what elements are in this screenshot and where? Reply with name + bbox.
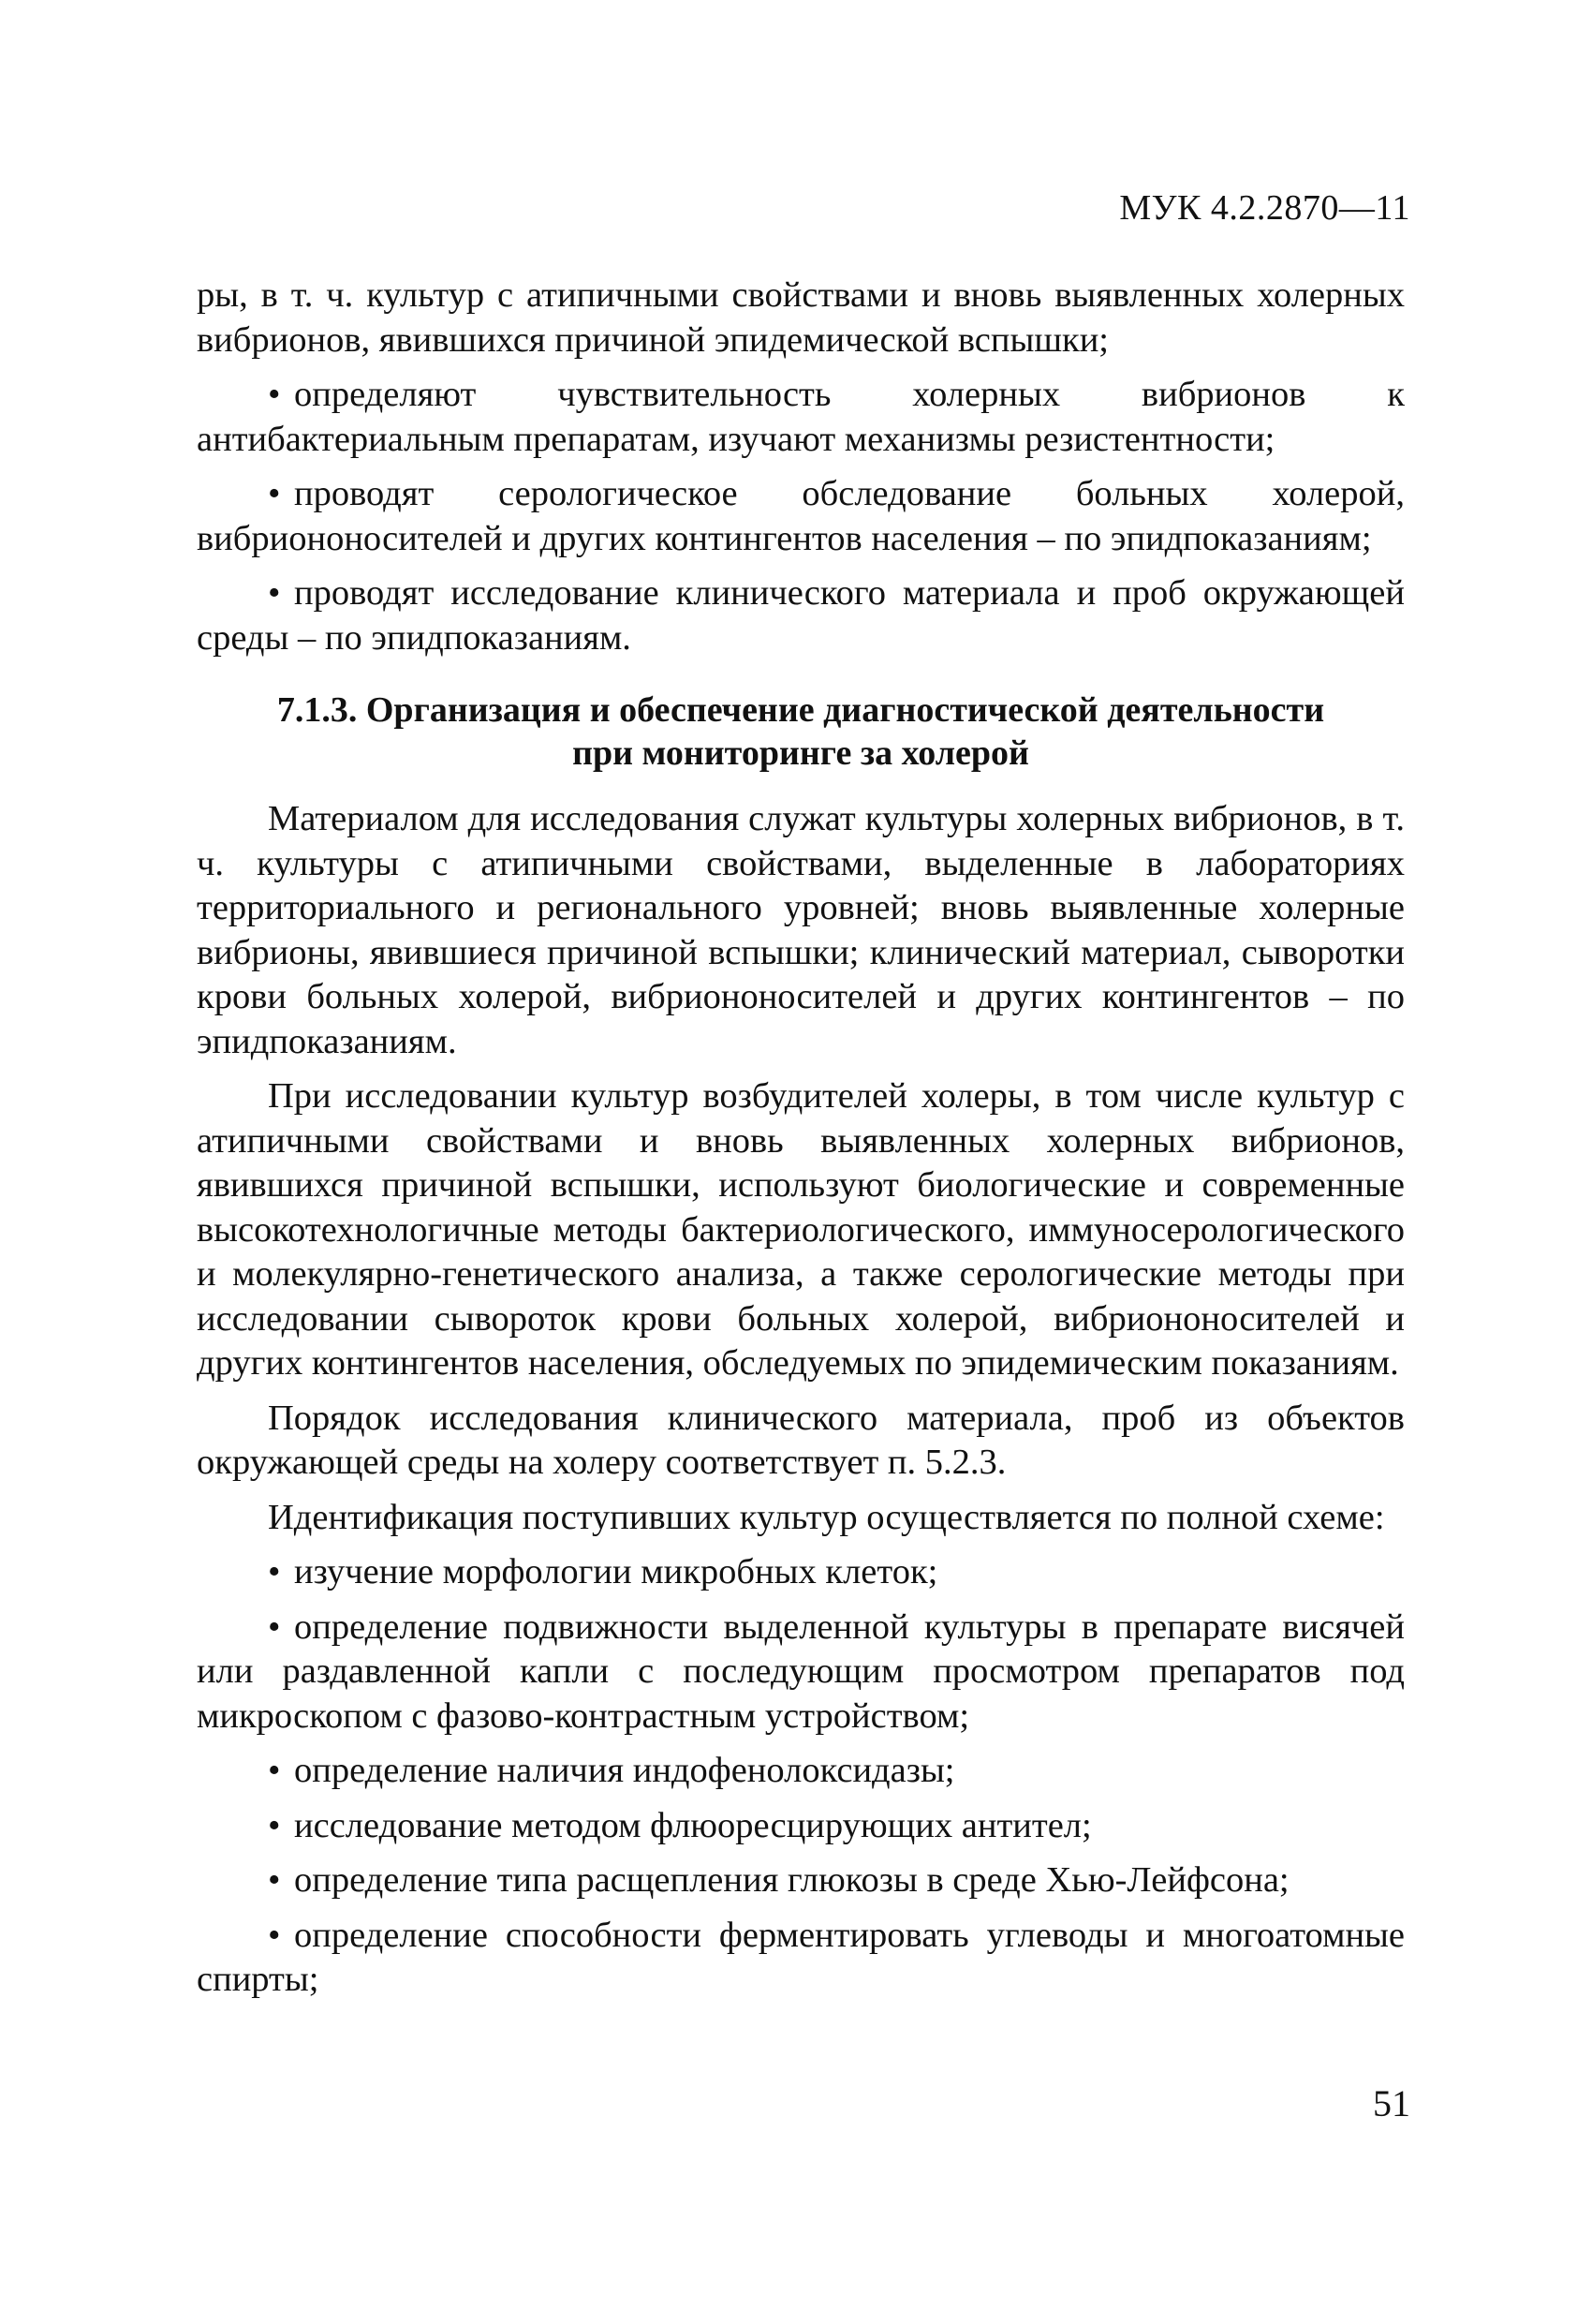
bullet-item [197, 373, 1405, 462]
body-paragraph: Порядок исследования клинического материала, проб из объектов окружающей среды на холеру соответствует п. 5.2.3. [197, 1398, 1405, 1482]
bullet-item [197, 1804, 1405, 1849]
body-paragraph: При исследовании культур возбудителей холеры, в том числе культур с атипичными свойствами и вновь выявленных холерных вибрионов, явившихся причиной вспышки, используют биологические и современные высокотехнологичные методы бактериологического, иммуносерологического и молекулярно-генетического анализа, а также серологические методы при исследовании сывороток крови больных холерой, вибриононосителей и других контингентов населения, обследуемых по эпидемическим показаниям. [197, 1076, 1405, 1383]
bullet-text: проводят исследование клинического материала и проб окружающей среды – по эпидпоказаниям. [197, 573, 1405, 658]
bullet-dot-icon: • [268, 1915, 281, 1955]
bullet-item [197, 1749, 1405, 1794]
bullet-dot-icon: • [268, 1552, 281, 1591]
bullet-text: исследование методом флюоресцирующих антител; [294, 1805, 1092, 1845]
bullet-dot-icon: • [268, 375, 281, 414]
bullet-text: проводят серологическое обследование больных холерой, вибриононосителей и других контингентов населения – по эпидпоказаниям; [197, 474, 1405, 558]
document-code-header: МУК 4.2.2870—11 [1119, 188, 1410, 228]
bullet-item [197, 571, 1405, 660]
bullet-item [197, 1550, 1405, 1595]
bullet-text: определение типа расщепления глюкозы в среде Хью-Лейфсона; [294, 1860, 1290, 1900]
bullet-dot-icon: • [268, 1805, 281, 1845]
bullet-item [197, 1606, 1405, 1739]
page-content [197, 274, 1405, 2003]
bullet-dot-icon: • [268, 1751, 281, 1790]
bullet-text: определение подвижности выделенной культуры в препарате висячей или раздавленной капли с последующим просмотром препаратов под микроскопом с фазово-контрастным устройством; [197, 1606, 1405, 1736]
body-paragraph: Идентификация поступивших культур осуществляется по полной схеме: [268, 1497, 1385, 1537]
bullet-dot-icon: • [268, 1860, 281, 1900]
bullet-text: изучение морфологии микробных клеток; [294, 1552, 938, 1591]
section-heading [197, 688, 1405, 775]
bullet-item [197, 1858, 1405, 1903]
section-heading-line-1: 7.1.3. Организация и обеспечение диагностической деятельности [276, 690, 1325, 730]
bullet-dot-icon: • [268, 573, 281, 613]
page-number: 51 [1373, 2082, 1410, 2124]
body-paragraph: Материалом для исследования служат культуры холерных вибрионов, в т. ч. культуры с атипичными свойствами, выделенные в лабораториях территориального и регионального уровней; вновь выявленные холерные вибрионы, явившиеся причиной вспышки; клинический материал, сыворотки крови больных холерой, вибриононосителей и других контингентов – по эпидпоказаниям. [197, 799, 1405, 1061]
intro-paragraph: ры, в т. ч. культур с атипичными свойствами и вновь выявленных холерных вибрионов, явившихся причиной эпидемической вспышки; [197, 275, 1405, 360]
bullet-dot-icon: • [268, 474, 281, 513]
bullet-text: определение наличия индофенолоксидазы; [294, 1751, 955, 1790]
bullet-text: определяют чувствительность холерных вибрионов к антибактериальным препаратам, изучают механизмы резистентности; [197, 375, 1405, 459]
bullet-item [197, 472, 1405, 561]
bullet-text: определение способности ферментировать углеводы и многоатомные спирты; [197, 1915, 1405, 1999]
bullet-dot-icon: • [268, 1606, 281, 1647]
bullet-item [197, 1914, 1405, 2003]
section-heading-line-2: при мониторинге за холерой [572, 733, 1029, 773]
